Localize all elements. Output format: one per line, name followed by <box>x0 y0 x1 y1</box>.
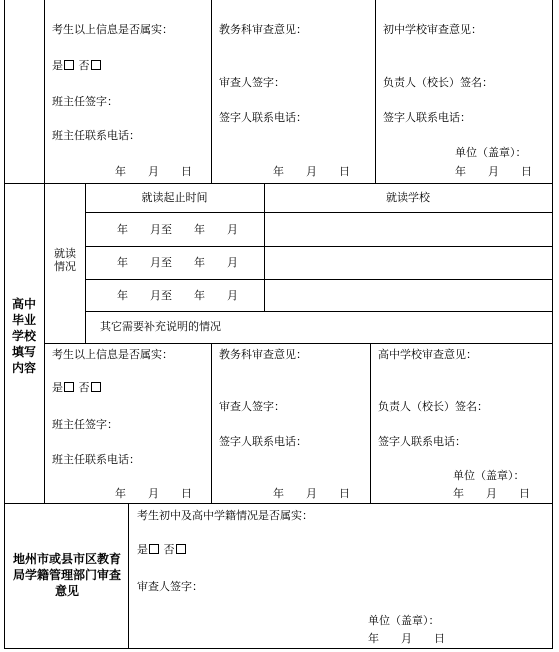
table-border <box>85 183 86 344</box>
high-period-row: 年 月至 年 月 <box>117 256 238 269</box>
high-period-header: 就读起止时间 <box>141 191 208 204</box>
high-other-note: 其它需要补充说明的情况 <box>100 320 221 333</box>
table-border <box>375 0 376 184</box>
junior-affairs-date: 年 月 日 <box>273 165 350 178</box>
table-border <box>211 343 212 504</box>
high-period-row: 年 月至 年 月 <box>117 223 238 236</box>
high-school-date: 年 月 日 <box>453 487 530 500</box>
high-reviewer-sign: 审查人签字： <box>219 400 285 413</box>
bureau-label: 地州市或县市区教育局学籍管理部门审查意见 <box>12 552 121 598</box>
table-border <box>85 311 553 312</box>
junior-yes-no <box>52 59 102 72</box>
high-section-label: 高中毕业学校填写内容 <box>11 297 36 375</box>
high-period-row: 年 月至 年 月 <box>117 289 238 302</box>
high-school-header: 就读学校 <box>386 191 430 204</box>
table-border <box>44 0 45 184</box>
yes-checkbox[interactable] <box>149 544 159 554</box>
high-attendance-label: 就读情况 <box>54 247 76 273</box>
high-no-label: 否 <box>78 381 90 394</box>
bureau-unit-seal: 单位（盖章）： <box>368 614 440 627</box>
high-yes-no <box>52 381 102 394</box>
high-school-signer-phone: 签字人联系电话： <box>378 435 466 448</box>
yes-checkbox[interactable] <box>64 60 74 70</box>
table-border <box>211 0 212 184</box>
junior-school-title: 初中学校审查意见： <box>383 23 482 36</box>
high-principal-sign: 负责人（校长）签名： <box>378 400 488 413</box>
table-border <box>44 343 553 344</box>
bureau-verify-question: 考生初中及高中学籍情况是否属实： <box>137 509 313 522</box>
junior-teacher-sign: 班主任签字： <box>52 95 118 108</box>
high-affairs-date: 年 月 日 <box>273 487 350 500</box>
high-yes-label: 是 <box>52 381 63 394</box>
junior-school-signer-phone: 签字人联系电话： <box>383 111 471 124</box>
junior-date: 年 月 日 <box>115 165 192 178</box>
high-signer-phone: 签字人联系电话： <box>219 435 307 448</box>
junior-principal-sign: 负责人（校长）签名： <box>383 76 493 89</box>
table-border <box>85 246 553 247</box>
high-date: 年 月 日 <box>115 487 192 500</box>
table-border <box>4 503 553 504</box>
no-checkbox[interactable] <box>91 60 101 70</box>
table-border <box>4 183 553 184</box>
high-affairs-title: 教务科审查意见： <box>219 348 307 361</box>
bureau-no-label: 否 <box>163 543 175 556</box>
junior-affairs-title: 教务科审查意见： <box>219 23 307 36</box>
no-checkbox[interactable] <box>176 544 186 554</box>
yes-checkbox[interactable] <box>64 382 74 392</box>
bureau-yes-no <box>137 543 187 556</box>
table-border <box>4 0 5 649</box>
junior-reviewer-sign: 审查人签字： <box>219 76 285 89</box>
junior-teacher-phone: 班主任联系电话： <box>52 129 140 142</box>
bureau-yes-label: 是 <box>137 543 148 556</box>
junior-signer-phone: 签字人联系电话： <box>219 111 307 124</box>
table-border <box>552 0 553 649</box>
junior-school-date: 年 月 日 <box>455 165 532 178</box>
junior-no-label: 否 <box>78 59 90 72</box>
junior-verify-question: 考生以上信息是否属实： <box>52 23 173 36</box>
high-unit-seal: 单位（盖章）： <box>453 469 525 482</box>
high-verify-question: 考生以上信息是否属实： <box>52 348 173 361</box>
junior-unit-seal: 单位（盖章）： <box>455 146 527 159</box>
no-checkbox[interactable] <box>91 382 101 392</box>
bureau-date: 年 月 日 <box>368 632 445 645</box>
table-border <box>44 183 45 504</box>
table-border <box>128 503 129 649</box>
bureau-reviewer-sign: 审查人签字： <box>137 580 203 593</box>
junior-yes-label: 是 <box>52 59 63 72</box>
high-school-title: 高中学校审查意见： <box>378 348 477 361</box>
table-border <box>85 279 553 280</box>
table-border <box>85 212 553 213</box>
high-teacher-sign: 班主任签字： <box>52 418 118 431</box>
high-teacher-phone: 班主任联系电话： <box>52 453 140 466</box>
table-border <box>370 343 371 504</box>
table-border <box>4 648 553 649</box>
